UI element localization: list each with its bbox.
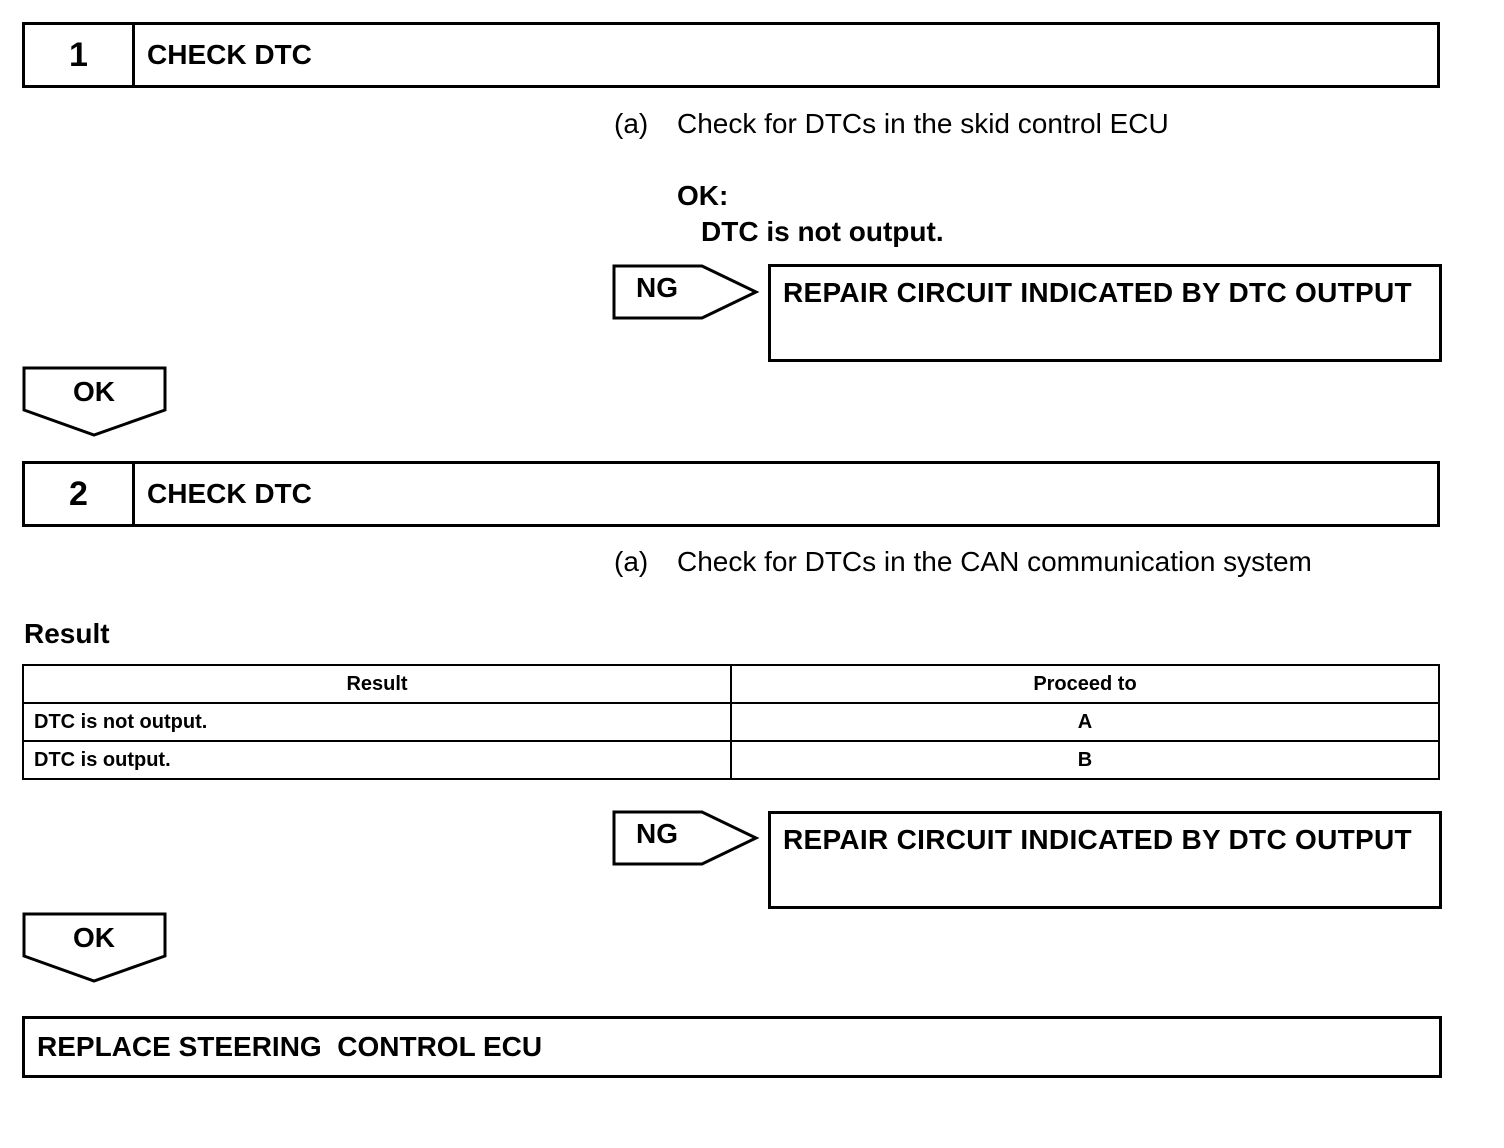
step-2-ok-arrow-label: OK [73,922,115,953]
table-header-result: Result [23,665,731,703]
final-action-box [22,1016,1442,1078]
step-1-title: CHECK DTC [147,39,312,70]
step-1-ng-arrow [612,264,760,320]
table-row [23,703,1439,741]
step-2-header [22,461,1440,527]
step-1-ok-label: OK: [677,180,729,211]
step-2-substep-label: (a) [614,546,649,577]
table-header-proceed: Proceed to [731,665,1439,703]
step-1-ok-arrow-label: OK [73,376,115,407]
step-2-ng-arrow [612,810,760,866]
step-2-title: CHECK DTC [147,478,312,509]
table-row [23,741,1439,779]
step-1-header [22,22,1440,88]
step-2-ng-label: NG [636,818,678,849]
table-cell-result: DTC is not output. [23,703,731,741]
step-1-ok-arrow [22,366,168,438]
step-1-repair-box: REPAIR CIRCUIT INDICATED BY DTC OUTPUT [768,264,1442,362]
step-2-ok-arrow [22,912,168,984]
result-heading: Result [24,618,110,649]
step-1-substep-label: (a) [614,108,649,139]
table-cell-proceed: B [731,741,1439,779]
step-1-number: 1 [25,25,135,85]
step-2-substep-text: Check for DTCs in the CAN communication system [677,546,1312,577]
step-1-substep-text: Check for DTCs in the skid control ECU [677,108,1169,139]
ng-arrow-shape [612,264,760,320]
step-1-ok-condition: DTC is not output. [701,216,944,247]
table-cell-result: DTC is output. [23,741,731,779]
table-header-row [23,665,1439,703]
final-action-text: REPLACE STEERING CONTROL ECU [37,1031,543,1062]
step-1-ng-label: NG [636,272,678,303]
ng-arrow-shape [612,810,760,866]
step-2-repair-box: REPAIR CIRCUIT INDICATED BY DTC OUTPUT [768,811,1442,909]
result-table [22,664,1440,780]
table-cell-proceed: A [731,703,1439,741]
step-2-number: 2 [25,464,135,524]
